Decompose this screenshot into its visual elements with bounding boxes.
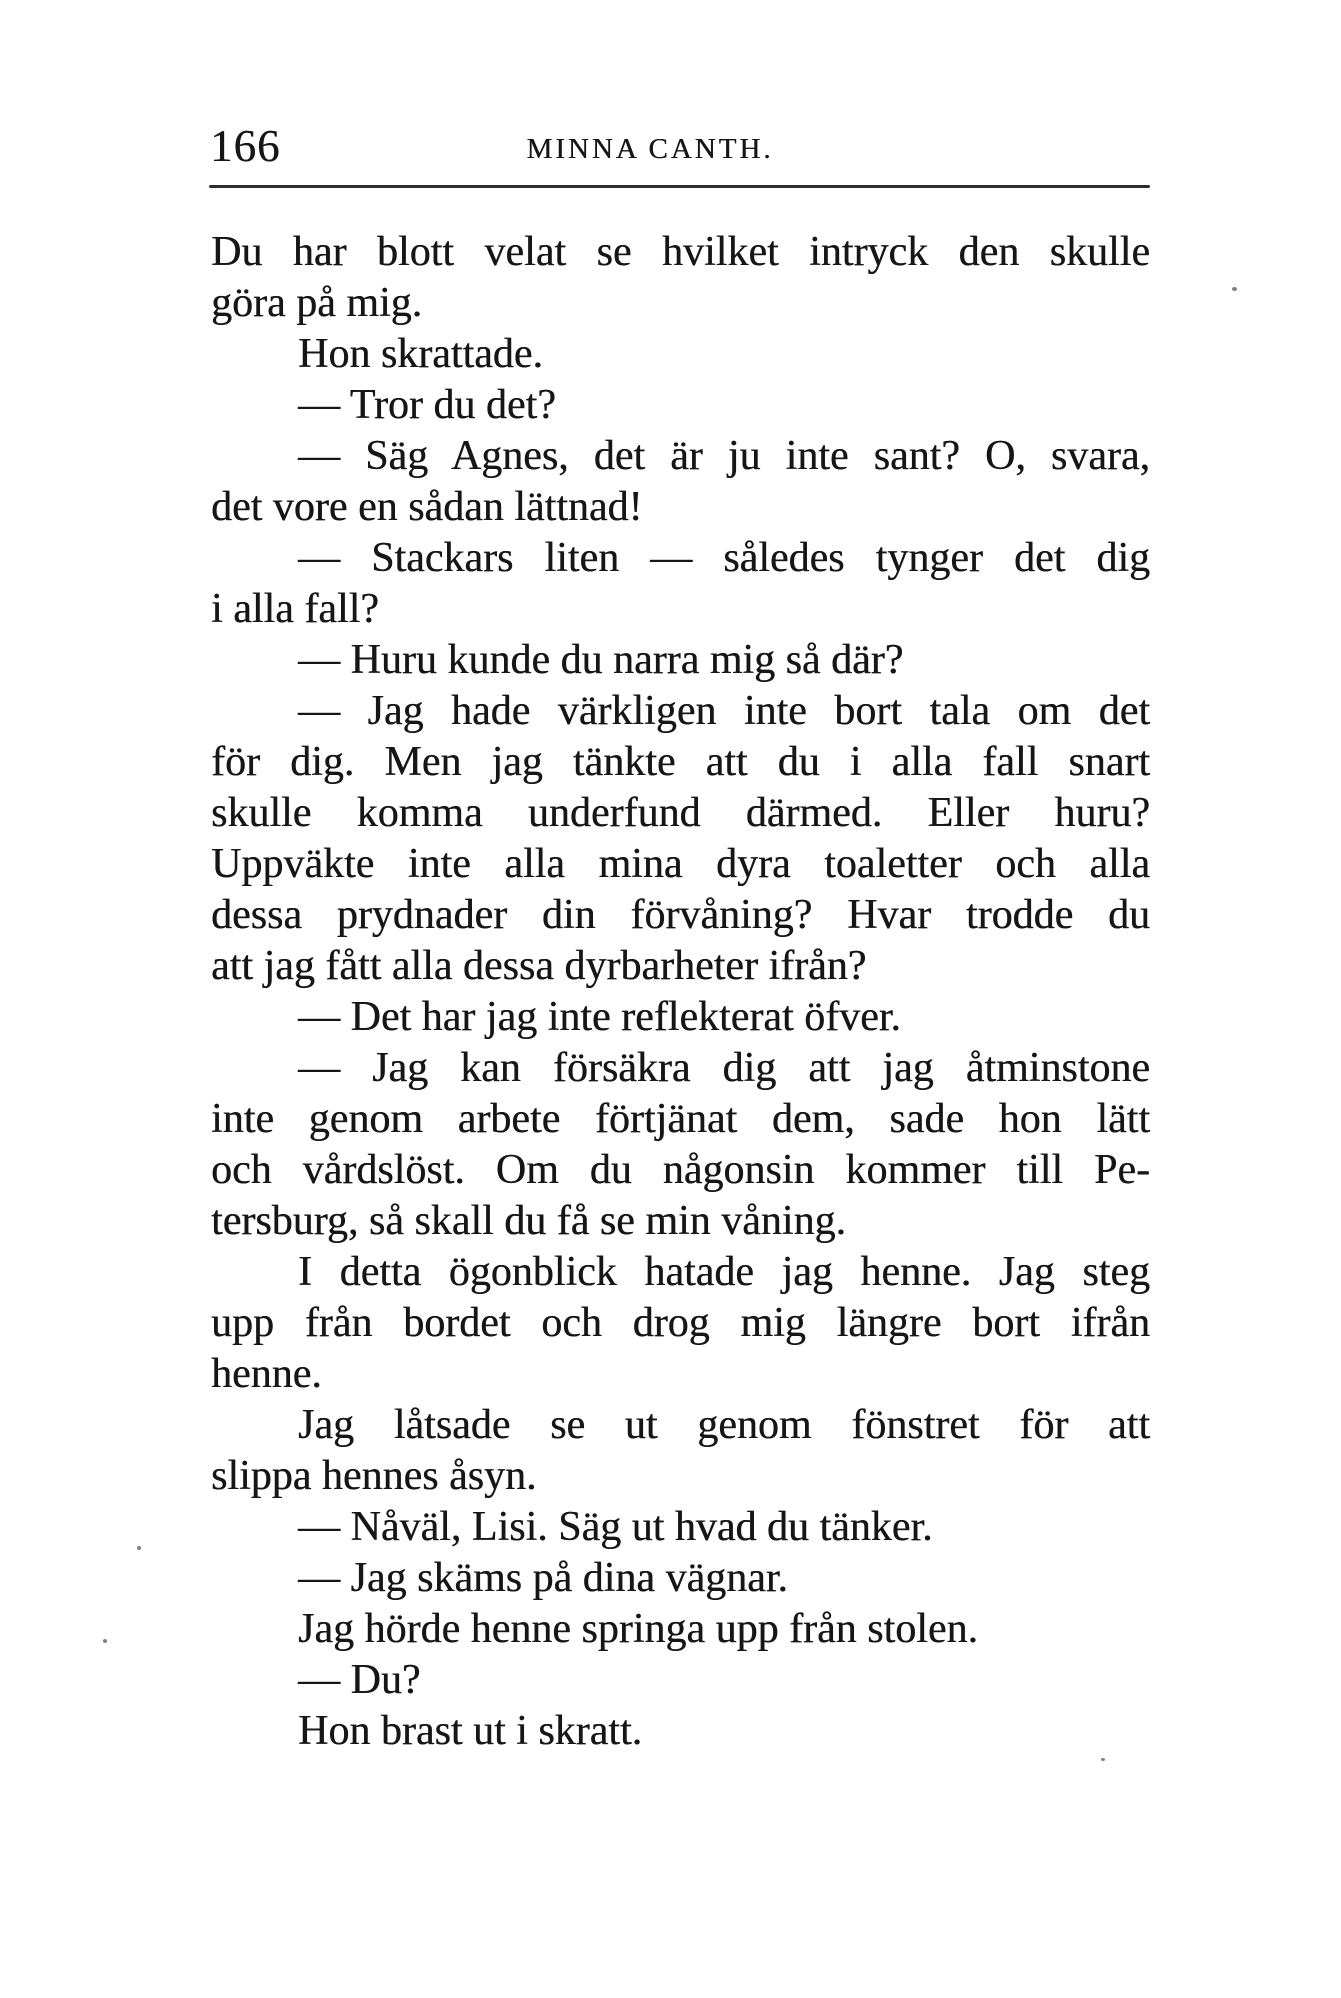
scan-speck (103, 1639, 107, 1643)
text-line: — Jag kan försäkra dig att jag åtminstone (298, 1045, 1150, 1091)
text-line: för dig. Men jag tänkte att du i alla fall snart (211, 739, 1150, 785)
text-line: inte genom arbete förtjänat dem, sade hon lätt (211, 1096, 1150, 1142)
text-line: att jag fått alla dessa dyrbarheter ifrån? (211, 943, 867, 989)
text-line: — Nåväl, Lisi. Säg ut hvad du tänker. (298, 1504, 933, 1550)
text-line: Hon brast ut i skratt. (298, 1708, 643, 1754)
text-line: henne. (211, 1351, 322, 1397)
text-line: och vårdslöst. Om du någonsin kommer till Pe- (211, 1147, 1150, 1193)
running-title: MINNA CANTH. (526, 133, 774, 165)
page-number: 166 (210, 121, 281, 171)
text-line: — Du? (298, 1657, 421, 1703)
text-line: upp från bordet och drog mig längre bort ifrån (211, 1300, 1150, 1346)
text-line: Jag hörde henne springa upp från stolen. (298, 1606, 978, 1652)
text-line: tersburg, så skall du få se min våning. (211, 1198, 846, 1244)
text-line: göra på mig. (211, 280, 423, 326)
scan-speck (1101, 1758, 1105, 1761)
body-text (211, 227, 1150, 1757)
text-line: skulle komma underfund därmed. Eller huru? (211, 790, 1150, 836)
text-line: — Det har jag inte reflekterat öfver. (298, 994, 901, 1040)
text-line: — Säg Agnes, det är ju inte sant? O, svara, (298, 433, 1150, 479)
text-line: I detta ögonblick hatade jag henne. Jag steg (298, 1249, 1150, 1295)
text-line: — Tror du det? (298, 382, 556, 428)
text-line: — Jag hade värkligen inte bort tala om det (298, 688, 1150, 734)
text-line: Uppväkte inte alla mina dyra toaletter och alla (211, 841, 1150, 887)
text-line: det vore en sådan lättnad! (211, 484, 643, 530)
text-line: slippa hennes åsyn. (211, 1453, 537, 1499)
text-line: — Stackars liten — således tynger det dig (298, 535, 1150, 581)
scan-speck (137, 1546, 141, 1550)
text-line: — Jag skäms på dina vägnar. (298, 1555, 788, 1601)
text-line: Du har blott velat se hvilket intryck den skulle (211, 229, 1150, 275)
scan-speck (1232, 287, 1237, 291)
text-line: — Huru kunde du narra mig så där? (298, 637, 904, 683)
text-line: dessa prydnader din förvåning? Hvar trodde du (211, 892, 1150, 938)
text-line: i alla fall? (211, 586, 379, 632)
text-line: Jag låtsade se ut genom fönstret för att (298, 1402, 1150, 1448)
text-line: Hon skrattade. (298, 331, 543, 377)
header-rule (209, 185, 1150, 188)
